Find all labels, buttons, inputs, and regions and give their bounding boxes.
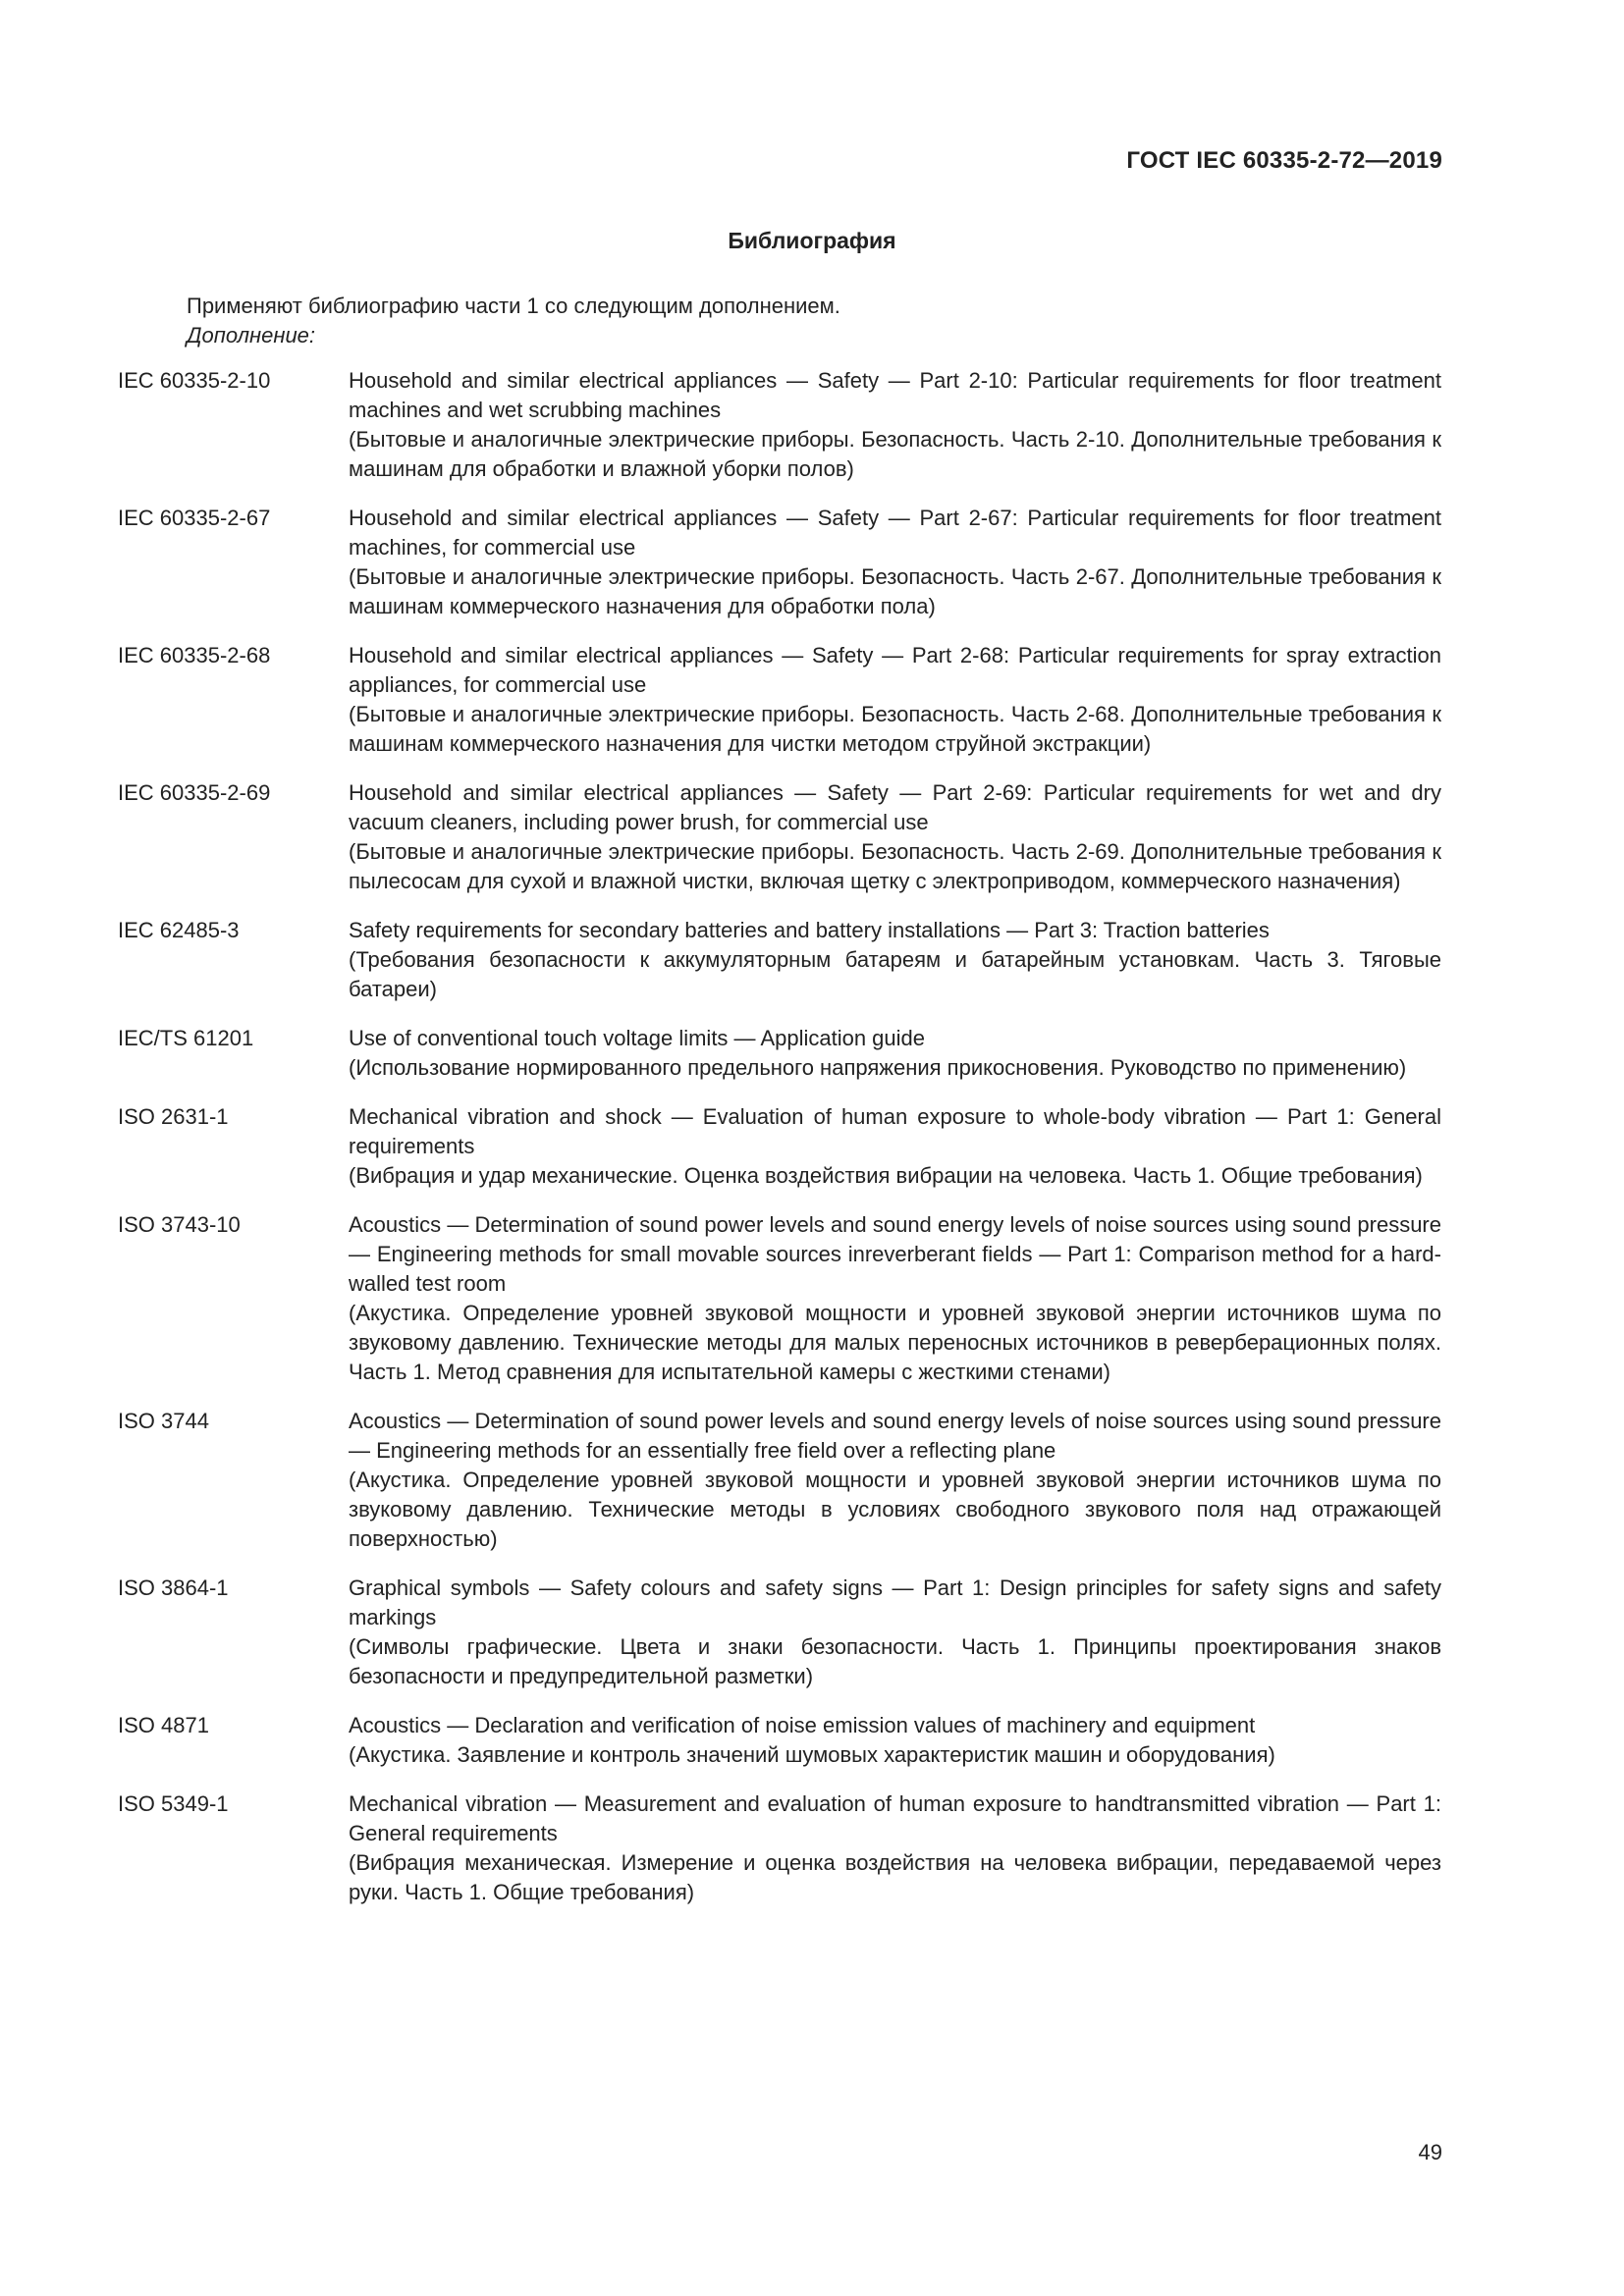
entry-text: [349, 778, 1441, 896]
bibliography-entry: [118, 1024, 1441, 1083]
entry-russian-title: (Требования безопасности к аккумуляторным батареям и батарейным установкам. Часть 3. Тяговые батареи): [349, 947, 1441, 1001]
entry-code: ISO 5349-1: [118, 1791, 229, 1816]
bibliography-entry: [118, 1102, 1441, 1191]
entry-text: [349, 916, 1441, 1004]
entry-english-title: Household and similar electrical appliances — Safety — Part 2-68: Particular requirements for spray extraction appliances, for commercial use: [349, 643, 1441, 697]
entry-text: [349, 504, 1441, 621]
bibliography-entry: [118, 1210, 1441, 1387]
bibliography-entry: [118, 1711, 1441, 1770]
entry-code: IEC 60335-2-67: [118, 506, 271, 530]
page-title: Библиография: [728, 228, 896, 253]
entry-text: [349, 1789, 1441, 1907]
entry-english-title: Graphical symbols — Safety colours and safety signs — Part 1: Design principles for safety signs and safety markings: [349, 1575, 1441, 1629]
entry-code: ISO 2631-1: [118, 1104, 229, 1129]
bibliography-entry: [118, 504, 1441, 621]
document-header: ГОСТ IEC 60335-2-72—2019: [1126, 147, 1442, 174]
entry-code: IEC 60335-2-69: [118, 780, 271, 805]
entry-english-title: Acoustics — Determination of sound power levels and sound energy levels of noise sources using sound pressure — Engineering methods for an essentially free field over a reflecting plane: [349, 1409, 1441, 1463]
entry-code: ISO 3744: [118, 1409, 209, 1433]
entry-english-title: Use of conventional touch voltage limits — Application guide: [349, 1026, 926, 1050]
entry-text: [349, 1102, 1441, 1191]
entry-english-title: Mechanical vibration and shock — Evaluation of human exposure to whole-body vibration — Part 1: General requirements: [349, 1104, 1441, 1158]
entry-russian-title: (Символы графические. Цвета и знаки безопасности. Часть 1. Принципы проектирования знаков безопасности и предупредительной разметки): [349, 1634, 1441, 1688]
bibliography-list: [118, 366, 1441, 1927]
entry-english-title: Acoustics — Determination of sound power levels and sound energy levels of noise sources using sound pressure — Engineering methods for small movable sources inreverberant fields — Part 1: Comparison method for a hard-walled test room: [349, 1212, 1441, 1296]
entry-russian-title: (Вибрация механическая. Измерение и оценка воздействия на человека вибрации, передаваемой через руки. Часть 1. Общие требования): [349, 1850, 1441, 1904]
entry-text: [349, 1024, 1441, 1083]
entry-russian-title: (Бытовые и аналогичные электрические приборы. Безопасность. Часть 2-69. Дополнительные требования к пылесосам для сухой и влажной чистки, включая щетку с электроприводом, коммерческого назначения): [349, 839, 1441, 893]
entry-text: [349, 1210, 1441, 1387]
entry-russian-title: (Вибрация и удар механические. Оценка воздействия вибрации на человека. Часть 1. Общие требования): [349, 1163, 1423, 1188]
bibliography-entry: [118, 1574, 1441, 1691]
bibliography-entry: [118, 1407, 1441, 1554]
addition-label: Дополнение:: [187, 323, 316, 347]
entry-code: IEC 60335-2-10: [118, 368, 271, 393]
entry-russian-title: (Бытовые и аналогичные электрические приборы. Безопасность. Часть 2-10. Дополнительные требования к машинам для обработки и влажной уборки полов): [349, 427, 1441, 481]
entry-text: [349, 366, 1441, 484]
entry-russian-title: (Акустика. Определение уровней звуковой мощности и уровней звуковой энергии источников шума по звуковому давлению. Технические методы в условиях свободного звукового поля над отражающей поверхностью): [349, 1468, 1441, 1551]
entry-code: ISO 3864-1: [118, 1575, 229, 1600]
entry-russian-title: (Акустика. Заявление и контроль значений шумовых характеристик машин и оборудования): [349, 1742, 1275, 1767]
entry-russian-title: (Бытовые и аналогичные электрические приборы. Безопасность. Часть 2-67. Дополнительные требования к машинам коммерческого назначения для обработки пола): [349, 564, 1441, 618]
intro-block: [187, 292, 840, 350]
entry-text: [349, 641, 1441, 759]
bibliography-entry: [118, 1789, 1441, 1907]
entry-english-title: Household and similar electrical appliances — Safety — Part 2-10: Particular requirements for floor treatment machines and wet scrubbing machines: [349, 368, 1441, 422]
entry-russian-title: (Бытовые и аналогичные электрические приборы. Безопасность. Часть 2-68. Дополнительные требования к машинам коммерческого назначения для чистки методом струйной экстракции): [349, 702, 1441, 756]
entry-english-title: Household and similar electrical appliances — Safety — Part 2-69: Particular requirements for wet and dry vacuum cleaners, including power brush, for commercial use: [349, 780, 1441, 834]
entry-code: IEC/TS 61201: [118, 1026, 254, 1050]
entry-code: IEC 60335-2-68: [118, 643, 271, 667]
entry-english-title: Acoustics — Declaration and verification of noise emission values of machinery and equipment: [349, 1713, 1256, 1737]
bibliography-entry: [118, 778, 1441, 896]
entry-english-title: Mechanical vibration — Measurement and evaluation of human exposure to handtransmitted vibration — Part 1: General requirements: [349, 1791, 1441, 1845]
entry-russian-title: (Использование нормированного предельного напряжения прикосновения. Руководство по применению): [349, 1055, 1407, 1080]
entry-text: [349, 1407, 1441, 1554]
entry-text: [349, 1711, 1441, 1770]
bibliography-entry: [118, 366, 1441, 484]
entry-code: ISO 4871: [118, 1713, 209, 1737]
entry-russian-title: (Акустика. Определение уровней звуковой мощности и уровней звуковой энергии источников шума по звуковому давлению. Технические методы для малых переносных источников в реверберационных полях. Часть 1. Метод сравнения для испытательной камеры с жесткими стенами): [349, 1301, 1441, 1384]
entry-english-title: Safety requirements for secondary batteries and battery installations — Part 3: Traction batteries: [349, 918, 1270, 942]
entry-code: ISO 3743-10: [118, 1212, 241, 1237]
entry-text: [349, 1574, 1441, 1691]
page-number: 49: [1418, 2140, 1442, 2164]
entry-english-title: Household and similar electrical appliances — Safety — Part 2-67: Particular requirements for floor treatment machines, for commercial use: [349, 506, 1441, 560]
entry-code: IEC 62485-3: [118, 918, 240, 942]
bibliography-entry: [118, 916, 1441, 1004]
bibliography-entry: [118, 641, 1441, 759]
intro-line: Применяют библиографию части 1 со следующим дополнением.: [187, 294, 840, 318]
